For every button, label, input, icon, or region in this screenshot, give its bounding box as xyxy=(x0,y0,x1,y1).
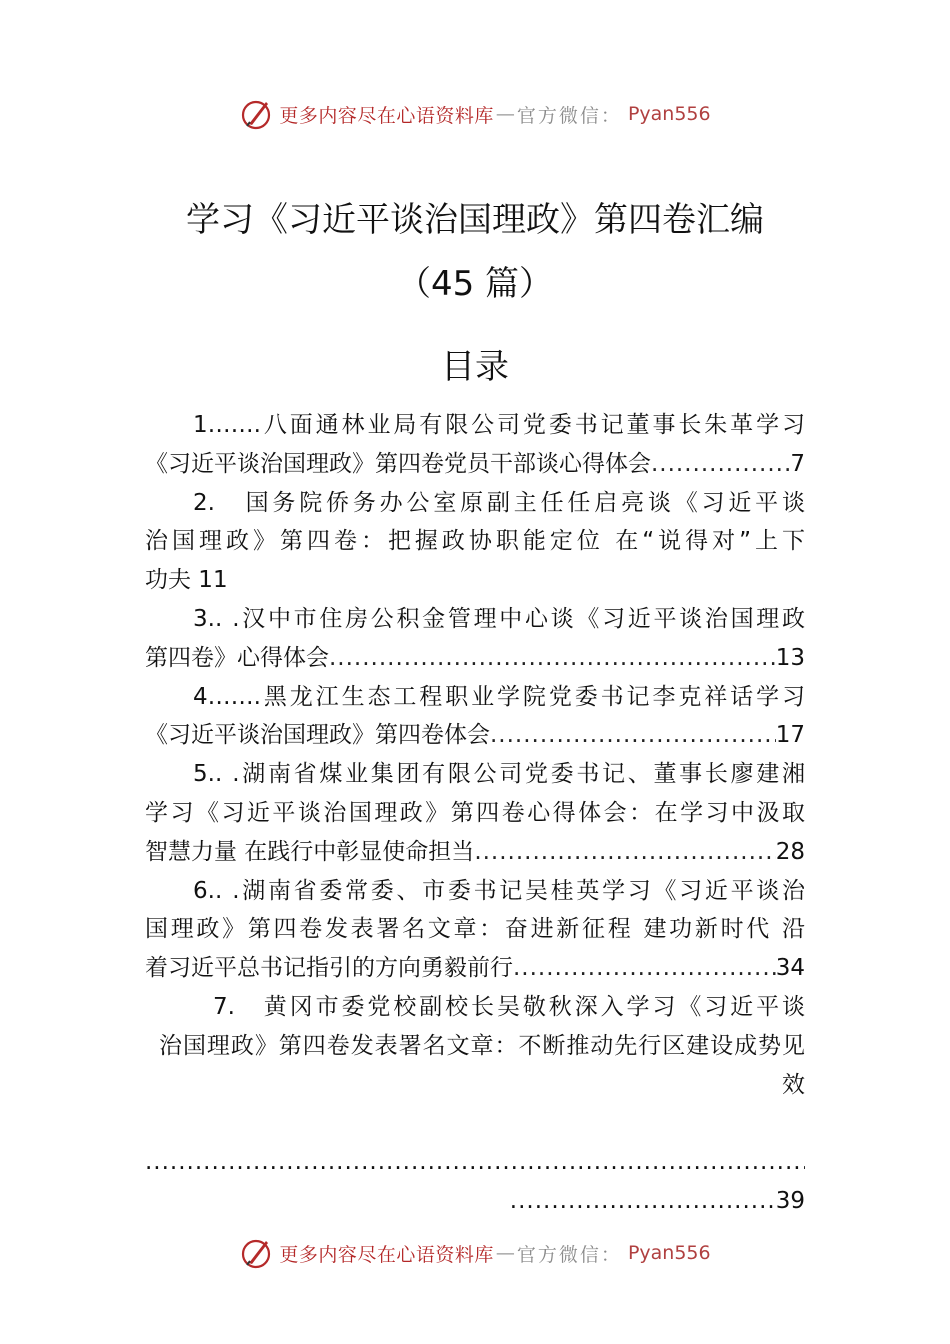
banner-label: 官方微信： xyxy=(516,104,622,127)
toc-page-number: 28 xyxy=(775,838,805,865)
toc-entry-7-line-2[interactable]: 治国理政》第四卷发表署名文章：不断推动先行区建设成势见 xyxy=(159,1032,805,1059)
table-of-contents xyxy=(145,406,805,1221)
banner-dash: — xyxy=(495,103,515,125)
toc-entry-1-line-1[interactable]: 1…….八面通林业局有限公司党委书记董事长朱革学习 xyxy=(193,412,805,438)
header-banner xyxy=(0,94,950,134)
toc-entry-2-line-2[interactable]: 治国理政》第四卷：把握政协职能定位 在“说得对”上下 xyxy=(145,528,805,555)
toc-entry-3-line-2[interactable] xyxy=(145,639,805,678)
leader-dots xyxy=(651,445,790,484)
toc-page-number: 13 xyxy=(775,644,805,671)
banner-text: 更多内容尽在心语资料库 xyxy=(279,104,494,127)
banner-label: 官方微信： xyxy=(516,1243,622,1266)
leader-dots xyxy=(329,639,776,678)
quill-logo-icon xyxy=(239,1235,275,1271)
leader-dots xyxy=(513,949,776,988)
toc-entry-text: 着习近平总书记指引的方向勇毅前行 xyxy=(145,955,513,982)
banner-wechat-id: Pyan556 xyxy=(627,103,711,125)
toc-entry-2-line-3[interactable]: 功夫 11 xyxy=(145,567,228,594)
toc-entry-7-leader-dots xyxy=(145,1143,805,1182)
toc-entry-6-line-2[interactable]: 国理政》第四卷发表署名文章：奋进新征程 建功新时代 沿 xyxy=(145,916,805,943)
toc-entry-5-line-3[interactable] xyxy=(145,833,805,872)
toc-entry-text: 第四卷》心得体会 xyxy=(145,644,329,671)
toc-page-number: 7 xyxy=(790,450,805,477)
toc-entry-1-line-2[interactable] xyxy=(145,445,805,484)
banner-text: 更多内容尽在心语资料库 xyxy=(279,1243,494,1266)
toc-entry-5-line-2[interactable]: 学习《习近平谈治国理政》第四卷心得体会：在学习中汲取 xyxy=(145,799,805,826)
toc-entry-6-line-1[interactable]: 6.. .湖南省委常委、市委书记吴桂英学习《习近平谈治 xyxy=(193,877,805,904)
toc-entry-text: 《习近平谈治国理政》第四卷党员干部谈心得体会 xyxy=(145,450,651,477)
toc-entry-7-line-1[interactable]: 7. 黄冈市委党校副校长吴敬秋深入学习《习近平谈 xyxy=(213,993,805,1020)
leader-dots: ................................ xyxy=(509,1187,776,1214)
toc-entry-5-line-1[interactable]: 5.. .湖南省煤业集团有限公司党委书记、董事长廖建湘 xyxy=(193,761,805,788)
toc-entry-text: 《习近平谈治国理政》第四卷体会 xyxy=(145,722,490,749)
toc-entry-4-line-1[interactable]: 4…….黑龙江生态工程职业学院党委书记李克祥话学习 xyxy=(193,683,805,710)
toc-entry-3-line-1[interactable]: 3.. .汉中市住房公积金管理中心谈《习近平谈治国理政 xyxy=(193,605,805,632)
toc-page-number: 34 xyxy=(775,955,805,982)
footer-banner xyxy=(0,1233,950,1273)
toc-entry-7-page-line[interactable] xyxy=(145,1182,805,1221)
toc-entry-6-line-3[interactable] xyxy=(145,949,805,988)
banner-dash: — xyxy=(495,1242,515,1264)
toc-page-number: 17 xyxy=(775,722,805,749)
toc-entry-text: 智慧力量 在践行中彰显使命担当 xyxy=(145,838,475,865)
toc-heading: 目录 xyxy=(441,347,509,387)
quill-logo-icon xyxy=(239,96,275,132)
toc-page-number: 39 xyxy=(775,1187,805,1214)
leader-dots xyxy=(474,833,775,872)
leader-dots xyxy=(490,716,776,755)
banner-wechat-id: Pyan556 xyxy=(627,1242,711,1264)
document-subtitle: （45 篇） xyxy=(396,264,554,304)
toc-entry-2-line-1[interactable]: 2. 国务院侨务办公室原副主任任启亮谈《习近平谈 xyxy=(193,489,805,516)
toc-entry-7-spacer xyxy=(145,1104,805,1143)
document-title: 学习《习近平谈治国理政》第四卷汇编 xyxy=(186,200,764,240)
toc-entry-7-line-3[interactable]: 效 xyxy=(782,1071,805,1098)
toc-entry-4-line-2[interactable] xyxy=(145,716,805,755)
